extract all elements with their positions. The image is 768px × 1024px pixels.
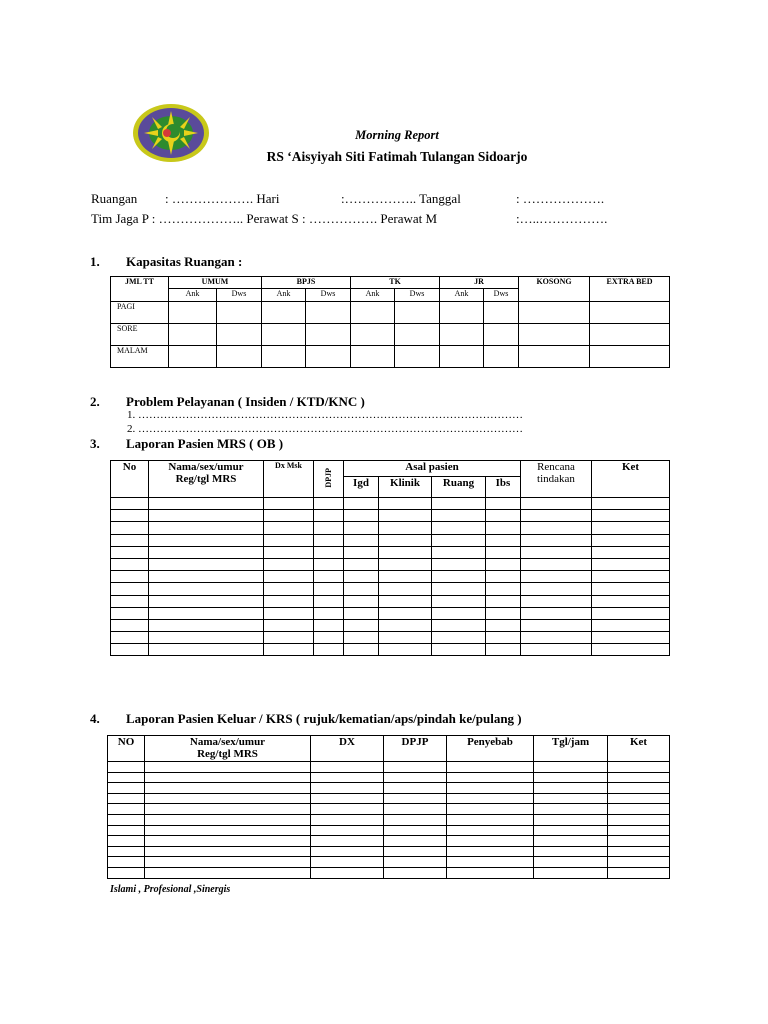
table-row xyxy=(108,867,670,878)
table-row xyxy=(111,534,670,546)
table-cell[interactable] xyxy=(311,846,384,857)
table-cell[interactable] xyxy=(149,644,264,656)
table-cell[interactable] xyxy=(379,546,432,558)
table-cell[interactable] xyxy=(432,534,486,546)
table-row xyxy=(111,498,670,510)
table-cell[interactable] xyxy=(432,522,486,534)
section-number: 2. xyxy=(90,394,100,409)
table-cell[interactable] xyxy=(145,772,311,783)
table-cell[interactable] xyxy=(149,534,264,546)
table-cell[interactable] xyxy=(311,793,384,804)
table-cell[interactable] xyxy=(432,607,486,619)
table-cell[interactable] xyxy=(344,522,379,534)
table-cell[interactable] xyxy=(486,546,521,558)
table-cell[interactable] xyxy=(344,619,379,631)
table-cell[interactable] xyxy=(314,510,344,522)
table-cell[interactable] xyxy=(432,644,486,656)
table-cell[interactable] xyxy=(447,762,534,773)
table-cell[interactable] xyxy=(384,846,447,857)
table-cell[interactable] xyxy=(145,762,311,773)
table-cell[interactable] xyxy=(534,814,608,825)
table-cell[interactable] xyxy=(608,772,670,783)
table-cell[interactable] xyxy=(486,583,521,595)
table-cell[interactable] xyxy=(149,619,264,631)
table-cell[interactable] xyxy=(521,583,592,595)
table-cell[interactable] xyxy=(264,498,314,510)
table-cell[interactable] xyxy=(379,522,432,534)
table-cell[interactable] xyxy=(149,498,264,510)
table-cell[interactable] xyxy=(108,814,145,825)
table-cell[interactable] xyxy=(111,571,149,583)
table-cell[interactable] xyxy=(149,558,264,570)
table-cell[interactable] xyxy=(486,595,521,607)
table-cell[interactable] xyxy=(264,546,314,558)
col-asal-pasien: Asal pasien xyxy=(344,461,521,477)
table-row xyxy=(111,644,670,656)
table-cell[interactable] xyxy=(111,583,149,595)
table-cell[interactable] xyxy=(314,619,344,631)
table-cell[interactable] xyxy=(108,857,145,868)
table-cell[interactable] xyxy=(592,498,670,510)
col-tk: TK xyxy=(351,277,440,289)
table-cell[interactable] xyxy=(592,607,670,619)
table-cell[interactable] xyxy=(108,772,145,783)
table-cell[interactable] xyxy=(384,836,447,847)
table-cell[interactable] xyxy=(311,825,384,836)
table-cell[interactable] xyxy=(145,857,311,868)
table-row xyxy=(111,632,670,644)
table-cell[interactable] xyxy=(314,644,344,656)
table-cell[interactable] xyxy=(145,825,311,836)
table-cell[interactable] xyxy=(384,867,447,878)
table-cell[interactable] xyxy=(379,583,432,595)
col-jr: JR xyxy=(440,277,519,289)
table-cell[interactable] xyxy=(447,867,534,878)
table-cell[interactable] xyxy=(592,583,670,595)
table-cell[interactable] xyxy=(486,498,521,510)
table-cell[interactable] xyxy=(379,510,432,522)
footer-motto: Islami , Profesional ,Sinergis xyxy=(110,884,231,895)
table-cell[interactable] xyxy=(264,510,314,522)
table-cell[interactable] xyxy=(108,867,145,878)
col-no: NO xyxy=(108,736,145,762)
table-cell[interactable] xyxy=(314,558,344,570)
col-umum: UMUM xyxy=(169,277,262,289)
col-tgl-jam: Tgl/jam xyxy=(534,736,608,762)
hari-field[interactable]: :…………….. Tanggal xyxy=(341,191,461,206)
table-cell[interactable] xyxy=(432,571,486,583)
table-cell[interactable] xyxy=(432,546,486,558)
col-no: No xyxy=(111,461,149,498)
dpjp-label: DPJP xyxy=(324,467,333,488)
table-cell[interactable] xyxy=(344,534,379,546)
table-cell[interactable] xyxy=(608,846,670,857)
table-cell[interactable] xyxy=(432,632,486,644)
table-cell[interactable] xyxy=(264,571,314,583)
table-cell[interactable] xyxy=(521,510,592,522)
row-malam: MALAM xyxy=(111,346,169,368)
table-cell[interactable] xyxy=(311,867,384,878)
table-cell[interactable] xyxy=(608,762,670,773)
hospital-name: RS ‘Aisyiyah Siti Fatimah Tulangan Sidoarjo xyxy=(266,149,528,164)
table-row xyxy=(108,783,670,794)
table-cell[interactable] xyxy=(384,825,447,836)
table-cell[interactable] xyxy=(521,558,592,570)
table-cell[interactable] xyxy=(592,522,670,534)
mrs-table xyxy=(110,460,670,656)
section-number: 1. xyxy=(90,254,100,269)
table-cell[interactable] xyxy=(379,558,432,570)
table-cell[interactable] xyxy=(111,595,149,607)
table-cell[interactable] xyxy=(521,595,592,607)
table-cell[interactable] xyxy=(384,814,447,825)
table-cell[interactable] xyxy=(264,558,314,570)
table-cell[interactable] xyxy=(314,595,344,607)
table-cell[interactable] xyxy=(447,836,534,847)
table-cell[interactable] xyxy=(521,522,592,534)
table-cell[interactable] xyxy=(534,783,608,794)
table-cell[interactable] xyxy=(521,632,592,644)
col-penyebab: Penyebab xyxy=(447,736,534,762)
table-cell[interactable] xyxy=(486,619,521,631)
table-cell[interactable] xyxy=(311,836,384,847)
tanggal-field[interactable]: : ………………. xyxy=(516,191,605,206)
table-cell[interactable] xyxy=(149,583,264,595)
col-nama: Nama/sex/umur Reg/tgl MRS xyxy=(145,736,311,762)
tim-jaga-field[interactable]: Tim Jaga P : ……………….. Perawat S : ……………. Perawat M xyxy=(91,211,438,226)
ruangan-field[interactable]: : ………………. Hari xyxy=(165,191,280,206)
sub-dws: Dws xyxy=(395,289,440,302)
table-cell[interactable] xyxy=(608,867,670,878)
table-cell[interactable] xyxy=(534,793,608,804)
table-cell[interactable] xyxy=(592,510,670,522)
table-cell[interactable] xyxy=(149,607,264,619)
sub-dws: Dws xyxy=(217,289,262,302)
table-cell[interactable] xyxy=(108,783,145,794)
table-row xyxy=(108,836,670,847)
table-cell[interactable] xyxy=(108,793,145,804)
table-cell[interactable] xyxy=(264,607,314,619)
sub-ank: Ank xyxy=(440,289,484,302)
table-cell[interactable] xyxy=(314,546,344,558)
table-cell[interactable] xyxy=(108,762,145,773)
table-row xyxy=(111,546,670,558)
table-cell[interactable] xyxy=(111,619,149,631)
table-row xyxy=(111,619,670,631)
col-extra-bed: EXTRA BED xyxy=(590,277,670,302)
table-row xyxy=(108,804,670,815)
sub-ank: Ank xyxy=(262,289,306,302)
table-cell[interactable] xyxy=(314,632,344,644)
col-jml-tt: JML TT xyxy=(111,277,169,302)
table-cell[interactable] xyxy=(264,583,314,595)
table-cell[interactable] xyxy=(384,857,447,868)
table-cell[interactable] xyxy=(314,583,344,595)
table-cell[interactable] xyxy=(149,595,264,607)
table-row xyxy=(108,857,670,868)
table-cell[interactable] xyxy=(111,644,149,656)
table-cell[interactable] xyxy=(314,498,344,510)
table-cell[interactable] xyxy=(534,846,608,857)
table-cell[interactable] xyxy=(486,644,521,656)
table-cell[interactable] xyxy=(592,595,670,607)
problem-line-1[interactable]: 1. …………………………………………………………………………………………… xyxy=(127,409,523,421)
col-nama: Nama/sex/umur Reg/tgl MRS xyxy=(149,461,264,498)
table-cell[interactable] xyxy=(432,510,486,522)
table-cell[interactable] xyxy=(344,644,379,656)
table-cell[interactable] xyxy=(534,825,608,836)
table-cell[interactable] xyxy=(447,814,534,825)
table-cell[interactable] xyxy=(344,632,379,644)
col-ket: Ket xyxy=(608,736,670,762)
table-cell[interactable] xyxy=(447,825,534,836)
table-cell[interactable] xyxy=(111,546,149,558)
table-cell[interactable] xyxy=(108,846,145,857)
table-cell[interactable] xyxy=(111,607,149,619)
table-cell[interactable] xyxy=(379,595,432,607)
capacity-table xyxy=(110,276,670,368)
report-title: Morning Report xyxy=(355,128,439,142)
table-cell[interactable] xyxy=(592,534,670,546)
table-cell[interactable] xyxy=(592,644,670,656)
table-cell[interactable] xyxy=(111,632,149,644)
table-cell[interactable] xyxy=(344,571,379,583)
table-cell[interactable] xyxy=(592,558,670,570)
table-cell[interactable] xyxy=(379,498,432,510)
table-cell[interactable] xyxy=(521,571,592,583)
table-cell[interactable] xyxy=(447,793,534,804)
table-cell[interactable] xyxy=(149,571,264,583)
table-cell[interactable] xyxy=(344,607,379,619)
table-cell[interactable] xyxy=(384,804,447,815)
table-row xyxy=(108,846,670,857)
table-cell[interactable] xyxy=(534,762,608,773)
table-cell[interactable] xyxy=(432,558,486,570)
table-cell[interactable] xyxy=(447,857,534,868)
table-cell[interactable] xyxy=(311,857,384,868)
table-cell[interactable] xyxy=(384,793,447,804)
table-cell[interactable] xyxy=(534,857,608,868)
table-row xyxy=(111,595,670,607)
col-ket: Ket xyxy=(592,461,670,498)
section-title: Laporan Pasien Keluar / KRS ( rujuk/kematian/aps/pindah ke/pulang ) xyxy=(126,711,522,726)
row-pagi: PAGI xyxy=(111,302,169,324)
table-cell[interactable] xyxy=(314,607,344,619)
table-cell[interactable] xyxy=(344,558,379,570)
table-cell[interactable] xyxy=(486,632,521,644)
table-cell[interactable] xyxy=(432,583,486,595)
table-cell[interactable] xyxy=(264,619,314,631)
table-cell[interactable] xyxy=(608,804,670,815)
table-cell[interactable] xyxy=(486,534,521,546)
col-ruang: Ruang xyxy=(432,477,486,498)
col-ibs: Ibs xyxy=(486,477,521,498)
table-cell[interactable] xyxy=(344,546,379,558)
col-kosong: KOSONG xyxy=(519,277,590,302)
table-cell[interactable] xyxy=(311,783,384,794)
table-cell[interactable] xyxy=(264,644,314,656)
table-cell[interactable] xyxy=(314,522,344,534)
table-cell[interactable] xyxy=(432,498,486,510)
table-cell[interactable] xyxy=(521,607,592,619)
table-cell[interactable] xyxy=(149,632,264,644)
section-title: Kapasitas Ruangan : xyxy=(126,254,243,269)
table-cell[interactable] xyxy=(145,783,311,794)
col-dx: DX xyxy=(311,736,384,762)
table-cell[interactable] xyxy=(264,522,314,534)
table-cell[interactable] xyxy=(264,632,314,644)
table-row xyxy=(108,825,670,836)
table-cell[interactable] xyxy=(344,510,379,522)
section-number: 3. xyxy=(90,436,100,451)
section-title: Problem Pelayanan ( Insiden / KTD/KNC ) xyxy=(126,394,365,409)
table-cell[interactable] xyxy=(592,546,670,558)
table-cell[interactable] xyxy=(384,783,447,794)
table-row xyxy=(111,607,670,619)
table-cell[interactable] xyxy=(379,644,432,656)
table-cell[interactable] xyxy=(344,498,379,510)
table-cell[interactable] xyxy=(145,867,311,878)
table-cell[interactable] xyxy=(108,804,145,815)
col-klinik: Klinik xyxy=(379,477,432,498)
table-cell[interactable] xyxy=(592,571,670,583)
table-cell[interactable] xyxy=(344,595,379,607)
table-cell[interactable] xyxy=(592,632,670,644)
table-cell[interactable] xyxy=(447,783,534,794)
col-igd: Igd xyxy=(344,477,379,498)
table-cell[interactable] xyxy=(521,498,592,510)
table-cell[interactable] xyxy=(311,804,384,815)
table-cell[interactable] xyxy=(314,534,344,546)
table-cell[interactable] xyxy=(149,522,264,534)
row-sore: SORE xyxy=(111,324,169,346)
table-cell[interactable] xyxy=(521,644,592,656)
table-cell[interactable] xyxy=(534,772,608,783)
table-cell[interactable] xyxy=(432,619,486,631)
table-cell[interactable] xyxy=(379,534,432,546)
table-cell[interactable] xyxy=(379,619,432,631)
table-cell[interactable] xyxy=(521,534,592,546)
table-cell[interactable] xyxy=(486,510,521,522)
table-cell[interactable] xyxy=(592,619,670,631)
table-cell[interactable] xyxy=(608,814,670,825)
sub-ank: Ank xyxy=(351,289,395,302)
table-cell[interactable] xyxy=(534,836,608,847)
sub-ank: Ank xyxy=(169,289,217,302)
sub-dws: Dws xyxy=(484,289,519,302)
table-cell[interactable] xyxy=(145,814,311,825)
table-cell[interactable] xyxy=(145,793,311,804)
table-row xyxy=(108,793,670,804)
table-cell[interactable] xyxy=(384,762,447,773)
table-cell[interactable] xyxy=(447,846,534,857)
perawat-m-field[interactable]: :…..……………. xyxy=(516,211,608,226)
table-row xyxy=(111,522,670,534)
table-cell[interactable] xyxy=(344,583,379,595)
table-cell[interactable] xyxy=(608,836,670,847)
table-cell[interactable] xyxy=(264,595,314,607)
table-cell[interactable] xyxy=(145,836,311,847)
table-cell[interactable] xyxy=(486,607,521,619)
table-cell[interactable] xyxy=(447,772,534,783)
col-dx-msk: Dx Msk xyxy=(264,461,314,498)
table-cell[interactable] xyxy=(384,772,447,783)
krs-table xyxy=(107,735,670,879)
table-row xyxy=(108,772,670,783)
table-cell[interactable] xyxy=(534,867,608,878)
table-cell[interactable] xyxy=(311,772,384,783)
sub-dws: Dws xyxy=(306,289,351,302)
table-cell[interactable] xyxy=(608,793,670,804)
col-dpjp: DPJP xyxy=(384,736,447,762)
table-cell[interactable] xyxy=(108,825,145,836)
table-cell[interactable] xyxy=(486,558,521,570)
table-cell[interactable] xyxy=(311,762,384,773)
table-cell[interactable] xyxy=(311,814,384,825)
table-cell[interactable] xyxy=(447,804,534,815)
table-row xyxy=(111,558,670,570)
table-cell[interactable] xyxy=(264,534,314,546)
table-row xyxy=(111,510,670,522)
table-cell[interactable] xyxy=(111,522,149,534)
table-cell[interactable] xyxy=(149,510,264,522)
section-number: 4. xyxy=(90,711,100,726)
table-cell[interactable] xyxy=(608,783,670,794)
table-cell[interactable] xyxy=(486,522,521,534)
table-cell[interactable] xyxy=(608,857,670,868)
table-row xyxy=(111,583,670,595)
table-cell[interactable] xyxy=(534,804,608,815)
table-row xyxy=(108,762,670,773)
col-dpjp xyxy=(314,461,344,498)
table-cell[interactable] xyxy=(608,825,670,836)
table-cell[interactable] xyxy=(379,632,432,644)
section-title: Laporan Pasien MRS ( OB ) xyxy=(126,436,284,451)
col-rencana: Rencana tindakan xyxy=(521,461,592,498)
table-row xyxy=(108,814,670,825)
table-cell[interactable] xyxy=(111,534,149,546)
ruangan-label: Ruangan xyxy=(91,191,138,206)
table-cell[interactable] xyxy=(111,558,149,570)
problem-line-2[interactable]: 2. …………………………………………………………………………………………… xyxy=(127,423,523,435)
table-cell[interactable] xyxy=(145,846,311,857)
table-cell[interactable] xyxy=(521,619,592,631)
table-cell[interactable] xyxy=(432,595,486,607)
table-cell[interactable] xyxy=(111,510,149,522)
table-row xyxy=(111,571,670,583)
table-cell[interactable] xyxy=(486,571,521,583)
table-cell[interactable] xyxy=(145,804,311,815)
table-cell[interactable] xyxy=(149,546,264,558)
table-cell[interactable] xyxy=(379,571,432,583)
table-cell[interactable] xyxy=(111,498,149,510)
table-cell[interactable] xyxy=(521,546,592,558)
table-cell[interactable] xyxy=(108,836,145,847)
col-bpjs: BPJS xyxy=(262,277,351,289)
table-cell[interactable] xyxy=(314,571,344,583)
table-cell[interactable] xyxy=(379,607,432,619)
